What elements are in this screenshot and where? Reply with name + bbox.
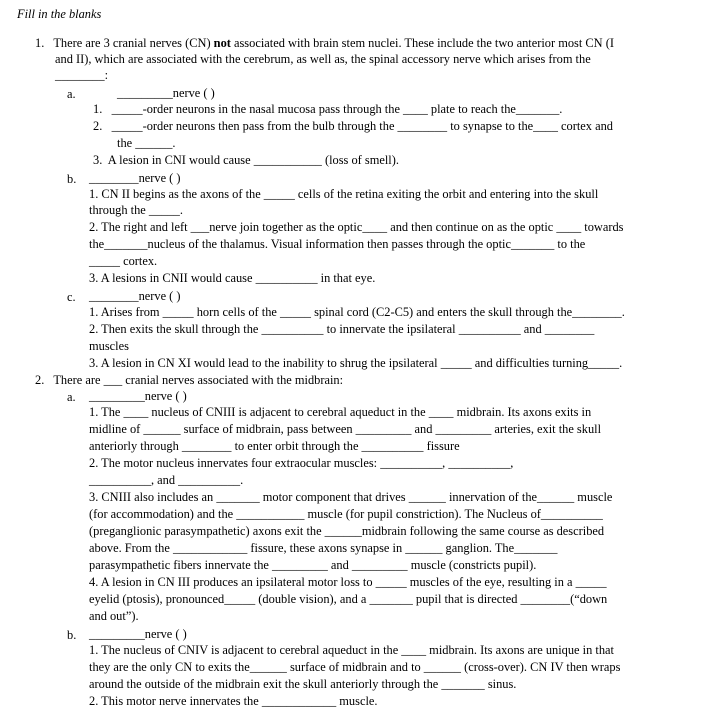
- question-2-line-1: 2. There are ___ cranial nerves associated with the midbrain:: [35, 373, 344, 387]
- question-1-line-3: ________:: [55, 68, 109, 82]
- item-1c-nerve: ________nerve ( ): [89, 289, 181, 303]
- item-2a-4-cont: eyelid (ptosis), pronounced_____ (double vision), and a _______ pupil that is directed ________(“down: [89, 592, 608, 606]
- item-2b-1: 1. The nucleus of CNIV is adjacent to cerebral aqueduct in the ____ midbrain. Its axons are unique in that: [89, 643, 614, 657]
- item-2b-nerve: _________nerve ( ): [89, 627, 187, 641]
- question-1-line-2: and II), which are associated with the cerebrum, as well as, the spinal accessory nerve which arises from the: [55, 52, 591, 66]
- item-1b-3: 3. A lesions in CNII would cause __________ in that eye.: [89, 271, 376, 285]
- item-1b-2-cont: the_______nucleus of the thalamus. Visual information then passes through the optic_______ to the: [89, 237, 586, 251]
- item-2a-1: 1. The ____ nucleus of CNIII is adjacent to cerebral aqueduct in the ____ midbrain. Its axons exits in: [89, 405, 592, 419]
- item-2a-3-cont: (for accommodation) and the ___________ muscle (for pupil constriction). The Nucleus of__________: [89, 507, 603, 521]
- item-2a-4: 4. A lesion in CN III produces an ipsilateral motor loss to _____ muscles of the eye, resulting in a _____: [89, 575, 607, 589]
- item-1b-2-cont2: _____ cortex.: [89, 254, 158, 268]
- item-2a-3: 3. CNIII also includes an _______ motor component that drives ______ innervation of the______ muscle: [89, 490, 613, 504]
- question-1-line-1: [35, 36, 614, 51]
- item-1b-2: 2. The right and left ___nerve join together as the optic____ and then continue on as the optic ____ towards: [89, 220, 624, 234]
- item-1a-3: 3. A lesion in CNI would cause ___________ (loss of smell).: [93, 153, 399, 167]
- item-1c-3: 3. A lesion in CN XI would lead to the inability to shrug the ipsilateral _____ and difficulties turning_____.: [89, 356, 623, 370]
- item-1a-1: 1. _____-order neurons in the nasal mucosa pass through the ____ plate to reach the_______.: [93, 102, 563, 116]
- item-2b-2: 2. This motor nerve innervates the ____________ muscle.: [89, 694, 378, 708]
- item-2b-label: b.: [67, 628, 77, 642]
- item-1c-2: 2. Then exits the skull through the __________ to innervate the ipsilateral __________ and ________: [89, 322, 595, 336]
- item-1b-1-cont: through the _____.: [89, 203, 183, 217]
- item-2b-1-cont2: around the outside of the midbrain exit the skull anteriorly through the _______ sinus.: [89, 677, 517, 691]
- item-2a-label: a.: [67, 390, 76, 404]
- item-1a-2-cont: the ______.: [117, 136, 176, 150]
- item-1a-nerve: _________nerve ( ): [117, 86, 215, 100]
- item-2a-2-cont: __________, and __________.: [89, 473, 244, 487]
- item-2a-2: 2. The motor nucleus innervates four extraocular muscles: __________, __________,: [89, 456, 514, 470]
- item-1c-2-cont: muscles: [89, 339, 129, 353]
- q1-text-part-1: 1. There are 3 cranial nerves (CN): [35, 36, 214, 50]
- item-2a-1-cont: midline of ______ surface of midbrain, pass between _________ and _________ arteries, exit the skull: [89, 422, 602, 436]
- item-2b-1-cont: they are the only CN to exits the______ surface of midbrain and to ______ (cross-over). CN IV then wraps: [89, 660, 621, 674]
- item-1c-1: 1. Arises from _____ horn cells of the _____ spinal cord (C2-C5) and enters the skull through the________.: [89, 305, 625, 319]
- item-1a-2: 2. _____-order neurons then pass from the bulb through the ________ to synapse to the____ cortex and: [93, 119, 613, 133]
- item-2a-nerve: _________nerve ( ): [89, 389, 187, 403]
- item-2a-1-cont2: anteriorly through ________ to enter orbit through the __________ fissure: [89, 439, 460, 453]
- q1-emphasis-not: not: [213, 36, 231, 50]
- item-2a-3-cont3: above. From the ____________ fissure, these axons synapse in ______ ganglion. The_______: [89, 541, 558, 555]
- item-1c-label: c.: [67, 290, 76, 304]
- item-1b-nerve: ________nerve ( ): [89, 171, 181, 185]
- item-2a-3-cont2: (preganglionic parasympathetic) axons exit the ______midbrain following the same course as described: [89, 524, 605, 538]
- worksheet-header: Fill in the blanks: [17, 7, 102, 21]
- q1-text-part-2: associated with brain stem nuclei. These include the two anterior most CN (I: [230, 36, 614, 50]
- item-1b-1: 1. CN II begins as the axons of the _____ cells of the retina exiting the orbit and entering into the skull: [89, 187, 599, 201]
- item-1a-label: a.: [67, 87, 76, 101]
- item-2a-4-cont2: and out”).: [89, 609, 139, 623]
- item-2a-3-cont4: parasympathetic fibers innervate the _________ and _________ muscle (constricts pupil).: [89, 558, 537, 572]
- item-1b-label: b.: [67, 172, 77, 186]
